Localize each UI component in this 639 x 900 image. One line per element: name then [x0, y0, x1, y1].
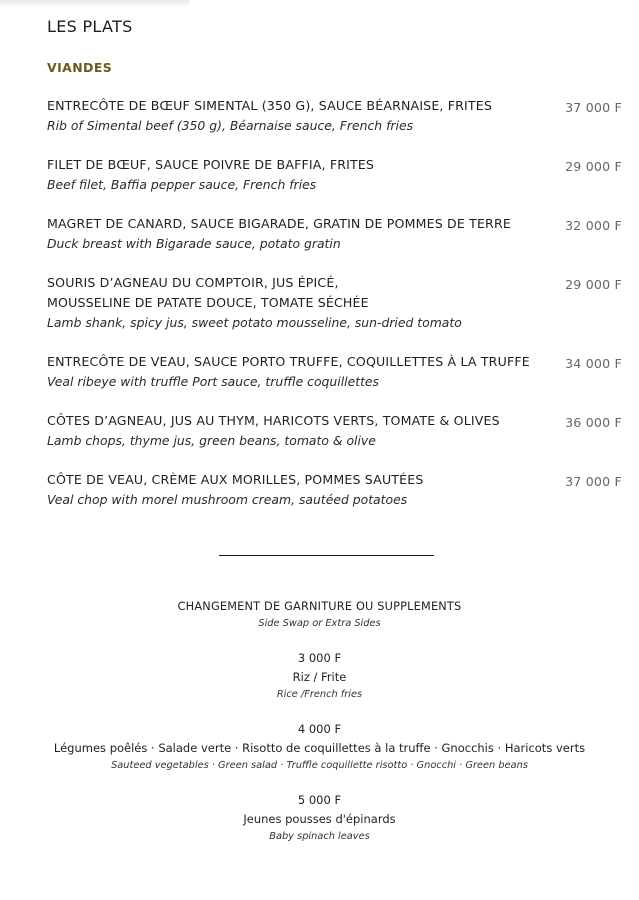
dish-name-en: Duck breast with Bigarade sauce, potato gratin [47, 236, 341, 251]
top-edge-shadow [0, 0, 190, 8]
section-heading-viandes: VIANDES [47, 60, 113, 75]
dish-name-en: Lamb shank, spicy jus, sweet potato mousseline, sun-dried tomato [47, 315, 462, 330]
dish-item [47, 96, 622, 136]
dish-name-fr: MAGRET DE CANARD, SAUCE BIGARADE, GRATIN DE POMMES DE TERRE [47, 216, 511, 231]
dish-name-en: Rib of Simental beef (350 g), Béarnaise sauce, French fries [47, 118, 414, 133]
dish-item [47, 411, 622, 451]
dish-name-fr: CÔTE DE VEAU, CRÈME AUX MORILLES, POMMES SAUTÉES [47, 472, 424, 487]
supplement-price: 4 000 F [297, 722, 342, 736]
dish-item [47, 214, 622, 254]
dish-list [47, 96, 622, 510]
dish-price: 37 000 F [565, 474, 622, 489]
dish-price: 36 000 F [565, 415, 622, 430]
supplements-subtitle: Side Swap or Extra Sides [258, 618, 381, 629]
dish-name-fr: ENTRECÔTE DE VEAU, SAUCE PORTO TRUFFE, COQUILLETTES À LA TRUFFE [47, 354, 530, 369]
supplement-price: 3 000 F [297, 651, 342, 665]
dish-name-fr: SOURIS D’AGNEAU DU COMPTOIR, JUS ÉPICÉ, MOUSSELINE DE PATATE DOUCE, TOMATE SÉCHÉE [47, 275, 369, 310]
dish-price: 37 000 F [565, 100, 622, 115]
dish-name-fr: FILET DE BŒUF, SAUCE POIVRE DE BAFFIA, FRITES [47, 157, 375, 172]
supplement-items-fr: Légumes poêlés · Salade verte · Risotto de coquillettes à la truffe · Gnocchis · Haricots verts [53, 741, 586, 755]
supplement-items-en: Sauteed vegetables · Green salad · Truffle coquillette risotto · Gnocchi · Green beans [111, 760, 528, 771]
dish-item [47, 273, 622, 333]
dish-name-fr: CÔTES D’AGNEAU, JUS AU THYM, HARICOTS VERTS, TOMATE & OLIVES [47, 413, 500, 428]
supplement-tier [0, 791, 639, 845]
dish-price: 32 000 F [565, 218, 622, 233]
page-title: LES PLATS [47, 17, 133, 36]
dish-name-en: Beef filet, Baffia pepper sauce, French fries [47, 177, 317, 192]
dish-name-fr: ENTRECÔTE DE BŒUF SIMENTAL (350 G), SAUCE BÉARNAISE, FRITES [47, 98, 492, 113]
supplement-items-fr: Riz / Frite [292, 670, 347, 684]
supplement-items-en: Rice /French fries [276, 689, 363, 700]
dish-name-en: Lamb chops, thyme jus, green beans, tomato & olive [47, 433, 376, 448]
supplements-section [0, 598, 639, 845]
supplement-items-fr: Jeunes pousses d'épinards [243, 812, 396, 826]
dish-name-en: Veal chop with morel mushroom cream, sautéed potatoes [47, 492, 408, 507]
supplement-tier [0, 720, 639, 774]
dish-price: 34 000 F [565, 356, 622, 371]
dish-price: 29 000 F [565, 159, 622, 174]
dish-item [47, 470, 622, 510]
supplements-title: CHANGEMENT DE GARNITURE OU SUPPLEMENTS [177, 600, 462, 613]
dish-item [47, 155, 622, 195]
supplement-tier [0, 649, 639, 703]
section-divider [219, 555, 434, 556]
dish-price: 29 000 F [565, 277, 622, 292]
dish-name-en: Veal ribeye with truffle Port sauce, truffle coquillettes [47, 374, 380, 389]
supplement-price: 5 000 F [297, 793, 342, 807]
supplement-items-en: Baby spinach leaves [269, 831, 370, 842]
dish-item [47, 352, 622, 392]
